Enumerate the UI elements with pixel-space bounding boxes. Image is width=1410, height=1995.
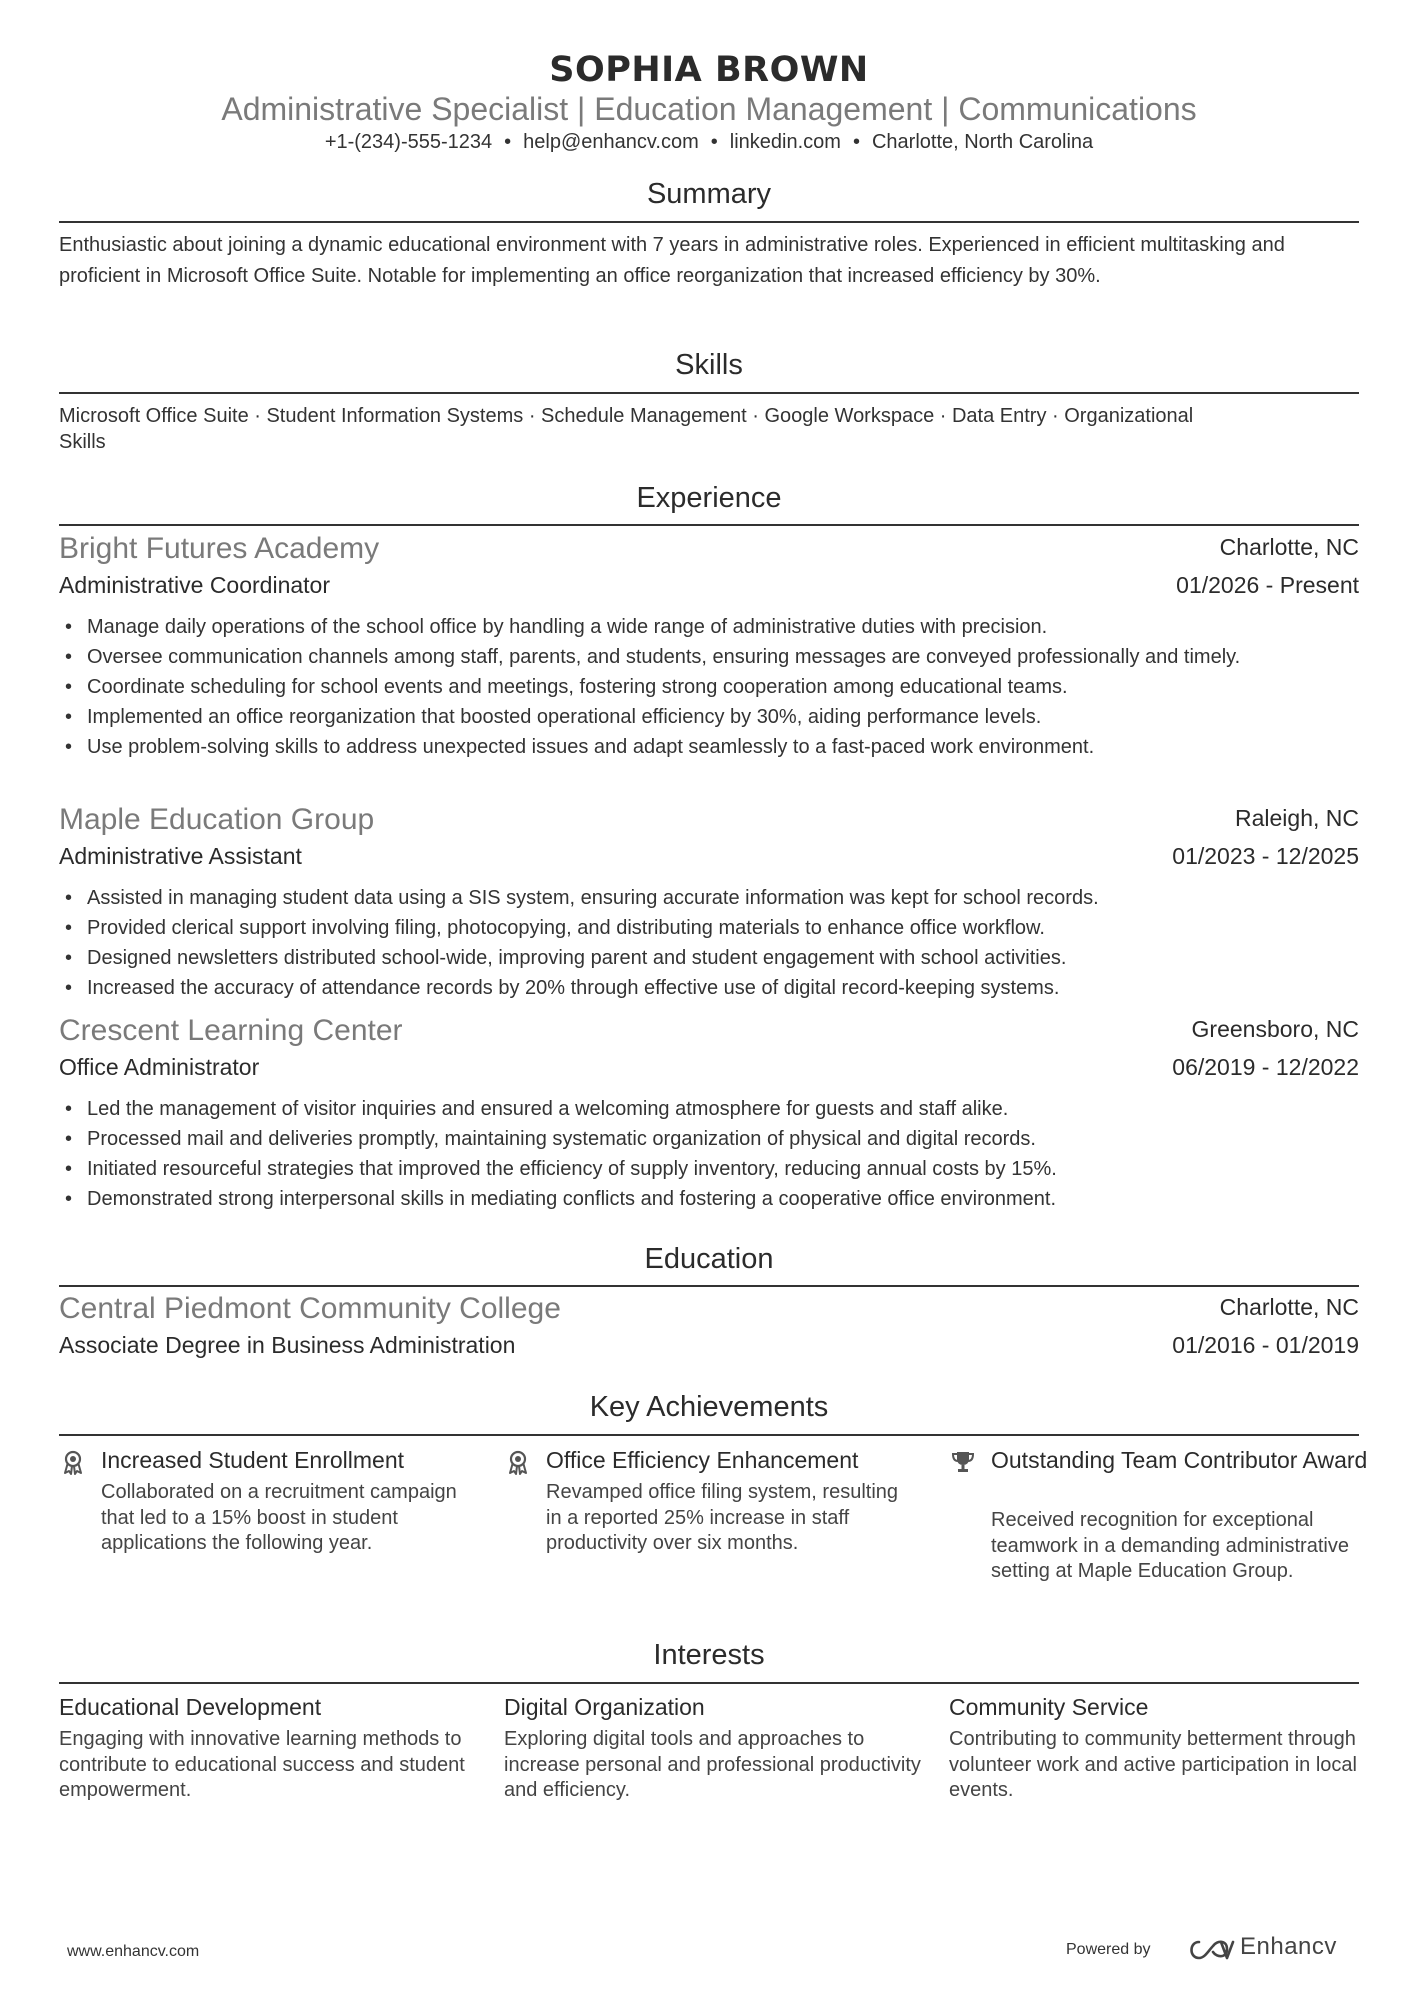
job-bullets — [59, 883, 1359, 1003]
interest-desc: Exploring digital tools and approaches to increase personal and professional productivity and efficiency. — [504, 1728, 921, 1801]
footer-website-link[interactable]: www.enhancv.com — [67, 1943, 200, 1960]
contact-separator: • — [852, 131, 860, 153]
job-dates: 06/2019 - 12/2022 — [1172, 1054, 1359, 1080]
candidate-headline: Administrative Specialist | Education Management | Communications — [221, 91, 1197, 127]
school-name: Central Piedmont Community College — [59, 1292, 561, 1325]
job-location: Charlotte, NC — [1219, 534, 1359, 560]
job-bullet: • Initiated resourceful strategies that improved the efficiency of supply inventory, reducing annual costs by 15%. — [59, 1154, 1359, 1184]
achievement-desc: Received recognition for exceptional teamwork in a demanding administrative setting at Maple Education Group. — [991, 1509, 1349, 1582]
job-bullet: • Led the management of visitor inquiries and ensured a welcoming atmosphere for guests and staff alike. — [59, 1094, 1359, 1124]
company-name: Maple Education Group — [59, 803, 375, 836]
interest-title: Community Service — [949, 1694, 1149, 1720]
footer-brand[interactable]: Enhancv — [1240, 1933, 1337, 1960]
achievement-title: Increased Student Enrollment — [101, 1447, 405, 1473]
footer-powered-by: Powered by — [1066, 1941, 1151, 1958]
section-title-summary: Summary — [646, 178, 772, 210]
contact-line — [59, 131, 1359, 154]
section-title-experience: Experience — [636, 482, 782, 514]
achievement-desc: Revamped office filing system, resulting in a reported 25% increase in staff productivity over six months. — [546, 1481, 899, 1554]
section-divider — [59, 1434, 1359, 1436]
job-role: Office Administrator — [59, 1054, 260, 1080]
interest-item — [504, 1693, 934, 1804]
summary-text: Enthusiastic about joining a dynamic educational environment with 7 years in administrative roles. Experienced in efficient multitasking and proficient in Microsoft Office Suite. Notable for implementing an office reorganization that increased efficiency by 30%. — [59, 234, 1285, 287]
section-divider — [59, 1285, 1359, 1287]
job-bullets — [59, 1094, 1359, 1214]
contact-separator: • — [504, 131, 512, 153]
job-bullet: • Coordinate scheduling for school events and meetings, fostering strong cooperation among educational teams. — [59, 672, 1359, 702]
company-name: Bright Futures Academy — [59, 532, 380, 565]
job-location: Greensboro, NC — [1191, 1016, 1359, 1042]
trophy-icon — [949, 1448, 977, 1476]
section-divider — [59, 221, 1359, 223]
job-bullet: • Assisted in managing student data using a SIS system, ensuring accurate information was kept for school records. — [59, 883, 1359, 913]
section-divider — [59, 524, 1359, 526]
section-divider — [59, 392, 1359, 394]
job-role: Administrative Coordinator — [59, 572, 331, 598]
skills-list: Microsoft Office Suite · Student Information Systems · Schedule Management · Google Workspace · Data Entry · Organizational Skills — [59, 405, 1194, 453]
achievement-title: Outstanding Team Contributor Award — [991, 1447, 1368, 1473]
education-dates: 01/2016 - 01/2019 — [1172, 1332, 1359, 1358]
candidate-name: SOPHIA BROWN — [549, 50, 869, 90]
section-title-interests: Interests — [653, 1639, 765, 1671]
contact-email[interactable]: help@enhancv.com — [523, 131, 699, 153]
job-bullet: • Increased the accuracy of attendance records by 20% through effective use of digital record-keeping systems. — [59, 973, 1359, 1003]
job-bullet: • Demonstrated strong interpersonal skills in mediating conflicts and fostering a cooperative office environment. — [59, 1184, 1359, 1214]
job-role: Administrative Assistant — [59, 843, 302, 869]
job-bullet: • Designed newsletters distributed school-wide, improving parent and student engagement with school activities. — [59, 943, 1359, 973]
section-title-skills: Skills — [675, 349, 743, 381]
interest-item — [949, 1693, 1379, 1804]
award-ribbon-icon — [59, 1448, 87, 1476]
award-ribbon-icon — [504, 1448, 532, 1476]
interest-item — [59, 1693, 489, 1804]
section-divider — [59, 1682, 1359, 1684]
contact-location: Charlotte, North Carolina — [871, 131, 1094, 153]
achievement-title: Office Efficiency Enhancement — [546, 1447, 859, 1473]
job-bullet: • Implemented an office reorganization that boosted operational efficiency by 30%, aiding performance levels. — [59, 702, 1359, 732]
contact-linkedin[interactable]: linkedin.com — [729, 131, 841, 153]
company-name: Crescent Learning Center — [59, 1014, 403, 1047]
interest-title: Digital Organization — [504, 1694, 705, 1720]
job-bullet: • Manage daily operations of the school office by handling a wide range of administrative duties with precision. — [59, 612, 1359, 642]
section-title-achievements: Key Achievements — [589, 1391, 829, 1423]
interest-desc: Contributing to community betterment through volunteer work and active participation in local events. — [949, 1728, 1357, 1801]
resume-page — [59, 0, 1368, 1995]
job-dates: 01/2023 - 12/2025 — [1172, 843, 1359, 869]
school-location: Charlotte, NC — [1219, 1294, 1359, 1320]
job-bullet: • Use problem-solving skills to address unexpected issues and adapt seamlessly to a fast-paced work environment. — [59, 732, 1359, 762]
achievement-desc: Collaborated on a recruitment campaign that led to a 15% boost in student applications the following year. — [101, 1481, 457, 1554]
job-bullet: • Processed mail and deliveries promptly, maintaining systematic organization of physical and digital records. — [59, 1124, 1359, 1154]
interest-title: Educational Development — [59, 1694, 322, 1720]
degree: Associate Degree in Business Administration — [59, 1332, 516, 1358]
job-location: Raleigh, NC — [1235, 805, 1359, 831]
contact-phone: +1-(234)-555-1234 — [324, 131, 493, 153]
job-dates: 01/2026 - Present — [1176, 572, 1359, 598]
job-bullet: • Provided clerical support involving filing, photocopying, and distributing materials to enhance office workflow. — [59, 913, 1359, 943]
interest-desc: Engaging with innovative learning methods to contribute to educational success and student empowerment. — [59, 1728, 465, 1801]
job-bullet: • Oversee communication channels among staff, parents, and students, ensuring messages are conveyed professionally and timely. — [59, 642, 1359, 672]
job-bullets — [59, 612, 1359, 762]
section-title-education: Education — [644, 1243, 774, 1275]
contact-separator: • — [710, 131, 718, 153]
